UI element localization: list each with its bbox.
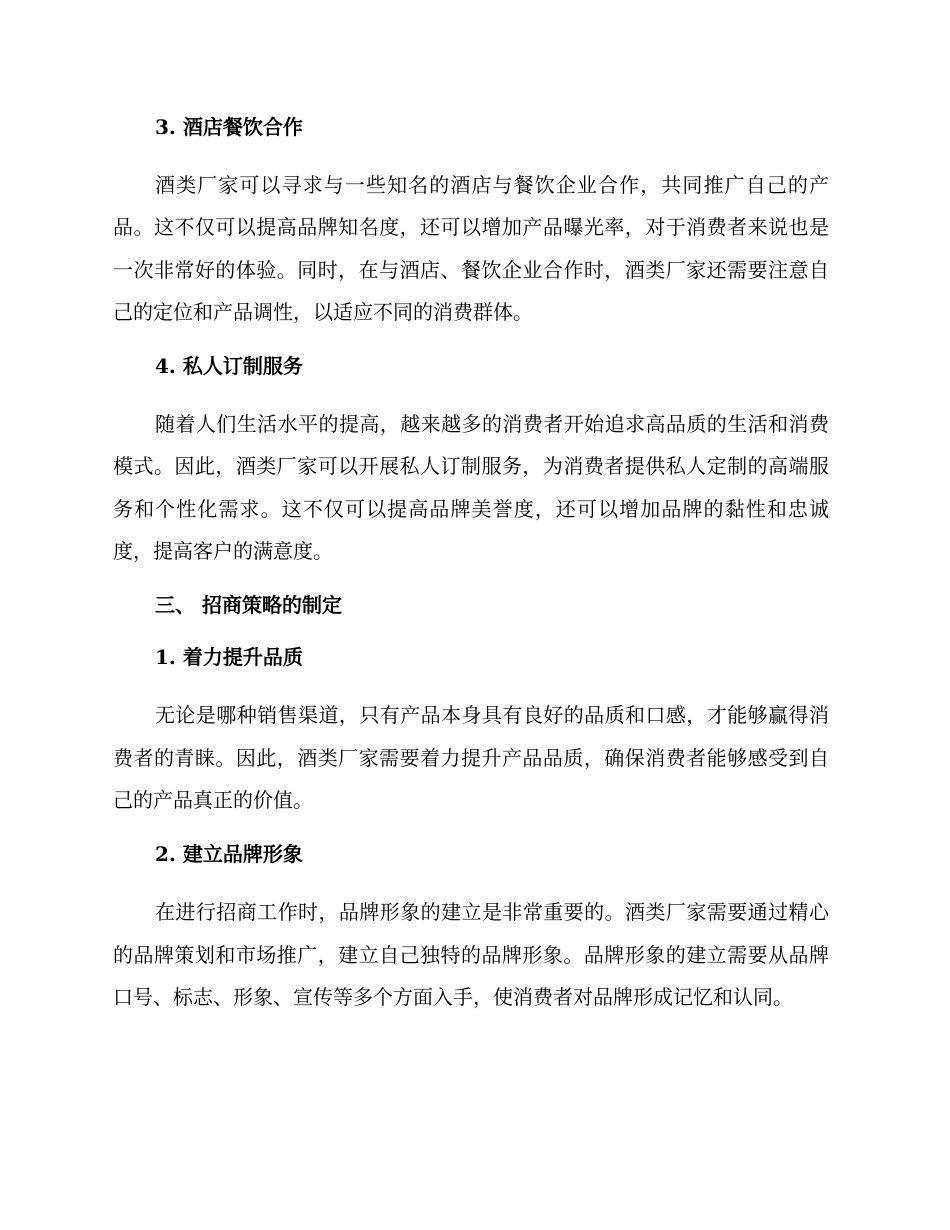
paragraph-private-custom: 随着人们生活水平的提高，越来越多的消费者开始追求高品质的生活和消费模式。因此，酒类厂家可以开展私人订制服务，为消费者提供私人定制的高端服务和个性化需求。这不仅可以提高品牌美誉度，还可以增加品牌的黏性和忠诚度，提高客户的满意度。 <box>113 412 829 564</box>
subsection-heading-improve-quality: 1. 着力提升品质 <box>155 645 303 670</box>
paragraph-improve-quality: 无论是哪种销售渠道，只有产品本身具有良好的品质和口感，才能够赢得消费者的青睐。因此，酒类厂家需要着力提升产品品质，确保消费者能够感受到自己的产品真正的价值。 <box>113 703 829 812</box>
subsection-heading-hotel-catering: 3. 酒店餐饮合作 <box>155 115 303 139</box>
paragraph-hotel-catering: 酒类厂家可以寻求与一些知名的酒店与餐饮企业合作，共同推广自己的产品。这不仅可以提高品牌知名度，还可以增加产品曝光率，对于消费者来说也是一次非常好的体验。同时，在与酒店、餐饮企业合作时，酒类厂家还需要注意自己的定位和产品调性，以适应不同的消费群体。 <box>113 173 829 324</box>
subsection-heading-private-custom: 4. 私人订制服务 <box>155 354 303 379</box>
document-body <box>113 108 829 1032</box>
section-heading-investment-strategy: 三、 招商策略的制定 <box>155 593 342 618</box>
subsection-heading-brand-image: 2. 建立品牌形象 <box>155 842 303 867</box>
paragraph-brand-image: 在进行招商工作时，品牌形象的建立是非常重要的。酒类厂家需要通过精心的品牌策划和市场推广，建立自己独特的品牌形象。品牌形象的建立需要从品牌口号、标志、形象、宣传等多个方面入手，使消费者对品牌形成记忆和认同。 <box>113 900 829 1009</box>
